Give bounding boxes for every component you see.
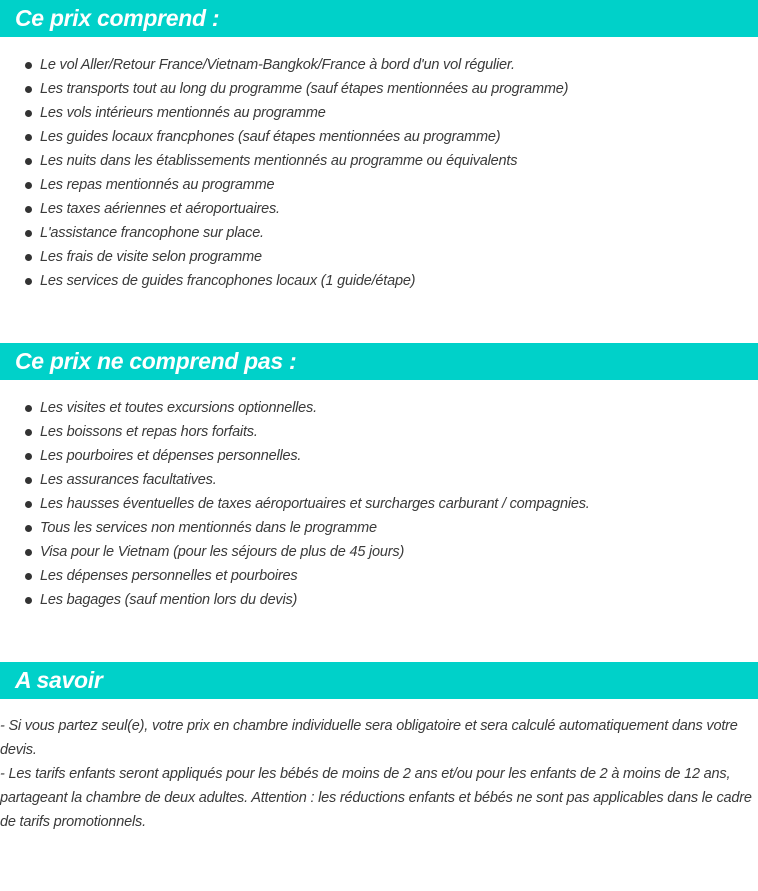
bullet-icon bbox=[25, 573, 32, 580]
list-item-text: Les repas mentionnés au programme bbox=[40, 177, 275, 193]
excluded-section-header bbox=[0, 343, 758, 380]
list-item bbox=[0, 221, 740, 245]
included-section-header bbox=[0, 0, 758, 37]
list-item bbox=[0, 540, 740, 564]
bullet-icon bbox=[25, 230, 32, 237]
bullet-icon bbox=[25, 254, 32, 261]
list-item-text: Le vol Aller/Retour France/Vietnam-Bangkok/France à bord d'un vol régulier. bbox=[40, 57, 515, 73]
list-item-text: Les pourboires et dépenses personnelles. bbox=[40, 448, 302, 464]
list-item-text: Les vols intérieurs mentionnés au programme bbox=[40, 105, 326, 121]
bullet-icon bbox=[25, 134, 32, 141]
list-item bbox=[0, 516, 740, 540]
list-item bbox=[0, 77, 740, 101]
bullet-icon bbox=[25, 206, 32, 213]
info-section-title: A savoir bbox=[15, 667, 103, 693]
list-item bbox=[0, 492, 740, 516]
list-item-text: Les taxes aériennes et aéroportuaires. bbox=[40, 201, 280, 217]
bullet-icon bbox=[25, 62, 32, 69]
bullet-icon bbox=[25, 549, 32, 556]
bullet-icon bbox=[25, 278, 32, 285]
list-item bbox=[0, 53, 740, 77]
list-item-text: Les boissons et repas hors forfaits. bbox=[40, 424, 258, 440]
info-paragraph: - Si vous partez seul(e), votre prix en chambre individuelle sera obligatoire et sera calculé automatiquement dans votre devis. bbox=[0, 718, 738, 758]
list-item-text: Les visites et toutes excursions optionnelles. bbox=[40, 400, 317, 416]
list-item-text: Les hausses éventuelles de taxes aéroportuaires et surcharges carburant / compagnies. bbox=[40, 496, 590, 512]
bullet-icon bbox=[25, 477, 32, 484]
list-item bbox=[0, 396, 740, 420]
included-section-title: Ce prix comprend : bbox=[15, 5, 220, 31]
list-item-text: L'assistance francophone sur place. bbox=[40, 225, 264, 241]
excluded-section-title: Ce prix ne comprend pas : bbox=[15, 348, 297, 374]
list-item-text: Visa pour le Vietnam (pour les séjours de plus de 45 jours) bbox=[40, 544, 405, 560]
list-item-text: Tous les services non mentionnés dans le programme bbox=[40, 520, 377, 536]
list-item bbox=[0, 149, 740, 173]
bullet-icon bbox=[25, 405, 32, 412]
list-item bbox=[0, 444, 740, 468]
bullet-icon bbox=[25, 86, 32, 93]
list-item-text: Les guides locaux francphones (sauf étapes mentionnées au programme) bbox=[40, 129, 501, 145]
bullet-icon bbox=[25, 525, 32, 532]
bullet-icon bbox=[25, 453, 32, 460]
list-item bbox=[0, 101, 740, 125]
info-paragraph: - Les tarifs enfants seront appliqués pour les bébés de moins de 2 ans et/ou pour les enfants de 2 à moins de 12 ans, partageant la chambre de deux adultes. Attention : les réductions enfants et bébés ne sont pas applicables dans le cadre de tarifs promotionnels. bbox=[0, 766, 752, 830]
bullet-icon bbox=[25, 429, 32, 436]
list-item bbox=[0, 125, 740, 149]
list-item-text: Les bagages (sauf mention lors du devis) bbox=[40, 592, 298, 608]
included-list bbox=[0, 53, 740, 293]
info-section-header bbox=[0, 662, 758, 699]
list-item bbox=[0, 420, 740, 444]
list-item bbox=[0, 173, 740, 197]
list-item bbox=[0, 197, 740, 221]
list-item-text: Les frais de visite selon programme bbox=[40, 249, 262, 265]
list-item-text: Les transports tout au long du programme (sauf étapes mentionnées au programme) bbox=[40, 81, 569, 97]
info-notes bbox=[0, 714, 754, 834]
list-item bbox=[0, 564, 740, 588]
bullet-icon bbox=[25, 110, 32, 117]
list-item-text: Les services de guides francophones locaux (1 guide/étape) bbox=[40, 273, 416, 289]
bullet-icon bbox=[25, 158, 32, 165]
list-item bbox=[0, 269, 740, 293]
excluded-list bbox=[0, 396, 740, 612]
list-item bbox=[0, 245, 740, 269]
bullet-icon bbox=[25, 501, 32, 508]
list-item bbox=[0, 468, 740, 492]
list-item-text: Les nuits dans les établissements mentionnés au programme ou équivalents bbox=[40, 153, 518, 169]
bullet-icon bbox=[25, 182, 32, 189]
list-item bbox=[0, 588, 740, 612]
list-item-text: Les assurances facultatives. bbox=[40, 472, 217, 488]
list-item-text: Les dépenses personnelles et pourboires bbox=[40, 568, 298, 584]
bullet-icon bbox=[25, 597, 32, 604]
